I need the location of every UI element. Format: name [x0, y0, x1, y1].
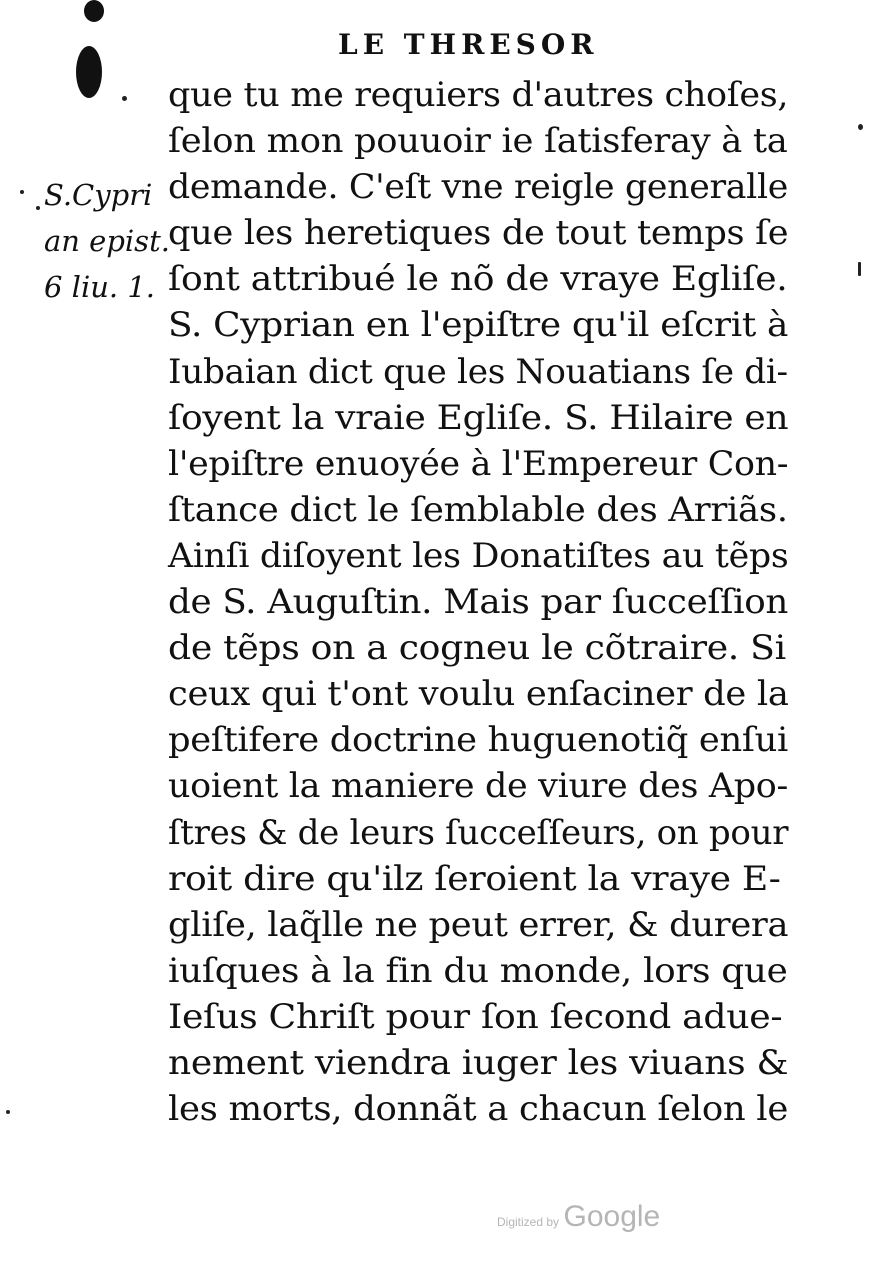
text-line: ſoyent la vraie Egliſe. S. Hilaire en: [168, 397, 789, 437]
text-line: que les heretiques de tout temps ſe: [168, 213, 789, 253]
text-line: que tu me requiers d'autres choſes,: [168, 75, 789, 114]
margin-note-line: S.Cypri: [44, 178, 153, 212]
text-line: iuſques à la fin du monde, lors que: [168, 950, 788, 990]
margin-note-line: an epist.: [44, 224, 170, 258]
digitized-by-watermark: [497, 1200, 660, 1234]
text-line: Ieſus Chriſt pour ſon ſecond adue-: [168, 996, 783, 1036]
margin-note-line: 6 liu. 1.: [44, 270, 156, 304]
text-line: Iubaian dict que les Nouatians ſe di-: [168, 351, 788, 391]
text-line: ſtres & de leurs ſucceſſeurs, on pour: [168, 812, 789, 852]
ink-speck: [36, 206, 40, 210]
text-line: ſont attribué le nõ de vraye Egliſe.: [168, 259, 788, 299]
text-line: ſtance dict le ſemblable des Arriãs.: [168, 489, 788, 529]
body-text: [168, 72, 798, 1132]
text-line: demande. C'eſt vne reigle generalle: [168, 167, 789, 207]
google-logo-text: Google: [563, 1200, 661, 1233]
text-line: ſelon mon pouuoir ie ſatisferay à ta: [168, 121, 788, 161]
margin-note: [44, 172, 169, 310]
running-head: LE THRESOR: [338, 28, 599, 61]
text-line: Ainſi diſoyent les Donatiſtes au tẽps: [168, 535, 789, 575]
text-line: de tẽps on a cogneu le cõtraire. Si: [168, 628, 786, 668]
text-line: les morts, donnãt a chacun ſelon le: [168, 1089, 788, 1129]
ink-speck: [858, 262, 861, 276]
watermark-prefix: Digitized by: [497, 1215, 560, 1229]
ink-blot: [76, 46, 102, 98]
text-line: uoient la maniere de viure des Apo-: [168, 766, 789, 806]
ink-blot: [84, 0, 104, 22]
ink-speck: [20, 190, 24, 194]
text-line: gliſe, laq̃lle ne peut errer, & durera: [168, 904, 789, 944]
text-line: S. Cyprian en l'epiſtre qu'il eſcrit à: [168, 305, 789, 345]
text-line: ceux qui t'ont voulu enſaciner de la: [168, 674, 789, 714]
text-line: de S. Auguſtin. Mais par ſucceſſion: [168, 582, 789, 622]
text-line: roit dire qu'ilz ſeroient la vraye E-: [168, 858, 781, 898]
ink-speck: [122, 96, 127, 101]
text-line: nement viendra iuger les viuans &: [168, 1042, 789, 1082]
text-line: peſtifere doctrine huguenotiq̃ enſui: [168, 720, 788, 760]
text-line: l'epiſtre enuoyée à l'Empereur Con-: [168, 443, 789, 483]
ink-speck: [858, 124, 863, 130]
ink-speck: [6, 1110, 10, 1114]
